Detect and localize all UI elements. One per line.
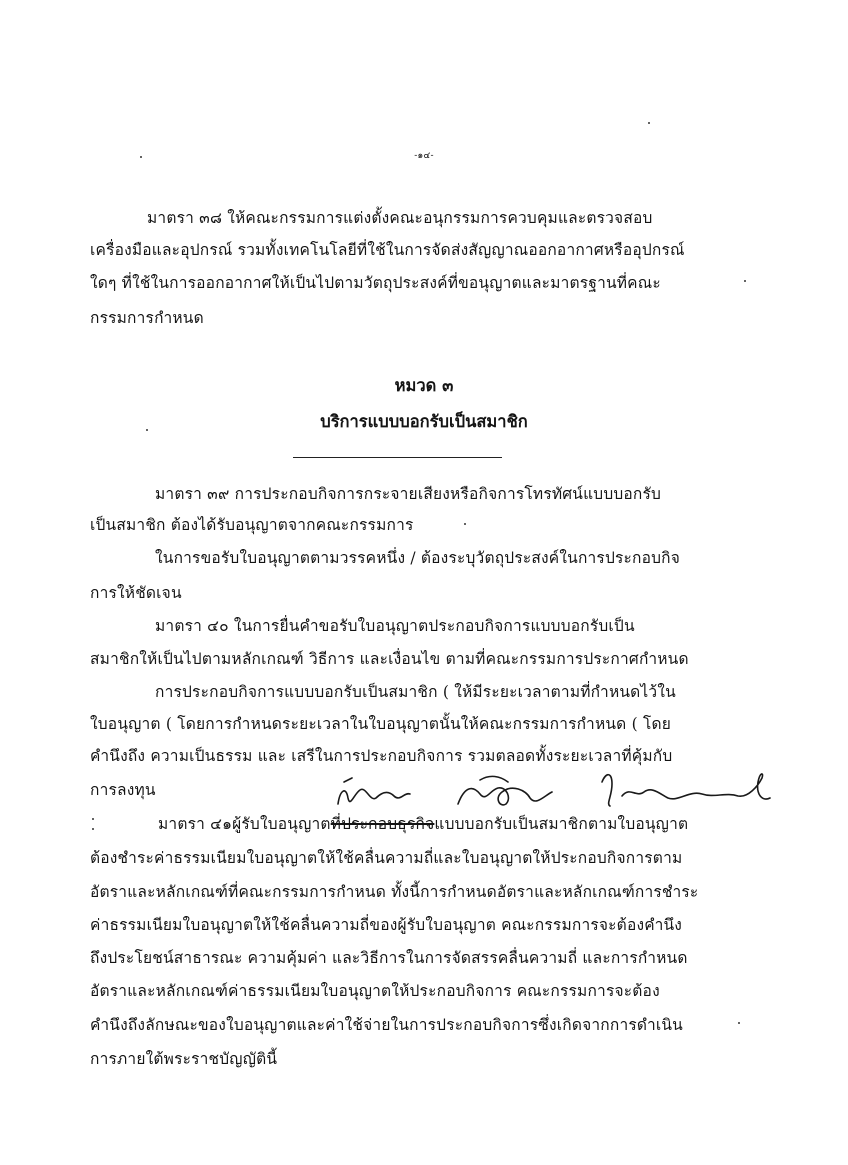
scan-speck — [648, 122, 650, 124]
section-38-line-1: มาตรา ๓๘ ให้คณะกรรมการแต่งตั้งคณะอนุกรรมการควบคุมและตรวจสอบ — [147, 209, 653, 227]
scan-speck — [140, 156, 142, 158]
scan-speck — [738, 1022, 740, 1024]
scan-speck — [146, 429, 148, 431]
chapter-number: หมวด ๓ — [394, 376, 454, 395]
page-number: -๑๔- — [414, 151, 434, 161]
section-40-line-2: สมาชิกให้เป็นไปตามหลักเกณฑ์ วิธีการ และเงื่อนไข ตามที่คณะกรรมการประกาศกำหนด — [90, 650, 689, 668]
section-38-line-3: ใดๆ ที่ใช้ในการออกอากาศให้เป็นไปตามวัตถุประสงค์ที่ขอนุญาตและมาตรฐานที่คณะ — [90, 274, 661, 292]
section-39-line-4: การให้ชัดเจน — [90, 584, 182, 602]
scan-speck — [464, 523, 466, 525]
scan-speck — [92, 828, 94, 830]
section-41-line-1-rest: แบบบอกรับเป็นสมาชิกตามใบอนุญาต — [434, 815, 689, 833]
section-40-line-3: การประกอบกิจการแบบบอกรับเป็นสมาชิก ( ให้มีระยะเวลาตามที่กำหนดไว้ใน — [155, 683, 676, 701]
section-41-line-7: คำนึงถึงลักษณะของใบอนุญาตและค่าใช้จ่ายในการประกอบกิจการซึ่งเกิดจากการดำเนิน — [90, 1016, 683, 1034]
section-41-line-8: การภายใต้พระราชบัญญัตินี้ — [90, 1050, 278, 1068]
section-39-line-2: เป็นสมาชิก ต้องได้รับอนุญาตจากคณะกรรมการ — [90, 516, 414, 534]
section-41-line-4: ค่าธรรมเนียมใบอนุญาตให้ใช้คลื่นความถี่ของผู้รับใบอนุญาต คณะกรรมการจะต้องคำนึง — [90, 916, 683, 934]
section-41-line-2: ต้องชำระค่าธรรมเนียมใบอนุญาตให้ใช้คลื่นความถี่และใบอนุญาตให้ประกอบกิจการตาม — [90, 849, 683, 867]
handwritten-signatures — [330, 768, 780, 818]
section-41-line-5: ถึงประโยชน์สาธารณะ ความคุ้มค่า และวิธีการในการจัดสรรคลื่นความถี่ และการกำหนด — [90, 949, 688, 967]
section-41-subject: ผู้รับใบอนุญาต — [232, 815, 331, 833]
section-41-line-1 — [158, 813, 688, 835]
section-40-line-1: มาตรา ๔๐ ในการยื่นคำขอรับใบอนุญาตประกอบกิจการแบบบอกรับเป็น — [155, 617, 635, 635]
struck-text: ที่ประกอบธุรกิจ — [330, 815, 435, 833]
section-39-line-3: ในการขอรับใบอนุญาตตามวรรคหนึ่ง / ต้องระบุวัตถุประสงค์ในการประกอบกิจ — [155, 549, 681, 567]
section-41-number: มาตรา ๔๑ — [158, 815, 233, 833]
section-38-line-2: เครื่องมือและอุปกรณ์ รวมทั้งเทคโนโลยีที่ใช้ในการจัดส่งสัญญาณออกอากาศหรืออุปกรณ์ — [90, 241, 685, 259]
section-40-line-4: ใบอนุญาต ( โดยการกำหนดระยะเวลาในใบอนุญาตนั้นให้คณะกรรมการกำหนด ( โดย — [90, 715, 672, 733]
section-40-line-6: การลงทุน — [90, 781, 156, 799]
section-38-line-4: กรรมการกำหนด — [90, 309, 204, 327]
scan-speck — [92, 818, 94, 820]
chapter-underline — [293, 457, 502, 458]
chapter-title: บริการแบบบอกรับเป็นสมาชิก — [320, 412, 528, 431]
section-41-line-6: อัตราและหลักเกณฑ์ค่าธรรมเนียมใบอนุญาตให้ประกอบกิจการ คณะกรรมการจะต้อง — [90, 982, 660, 1000]
section-41-line-3: อัตราและหลักเกณฑ์ที่คณะกรรมการกำหนด ทั้งนี้การกำหนดอัตราและหลักเกณฑ์การชำระ — [90, 883, 699, 901]
scan-speck — [744, 280, 746, 282]
section-40-line-5: คำนึงถึง ความเป็นธรรม และ เสรีในการประกอบกิจการ รวมตลอดทั้งระยะเวลาที่คุ้มกับ — [90, 747, 673, 765]
section-39-line-1: มาตรา ๓๙ การประกอบกิจการกระจายเสียงหรือกิจการโทรทัศน์แบบบอกรับ — [155, 485, 662, 503]
